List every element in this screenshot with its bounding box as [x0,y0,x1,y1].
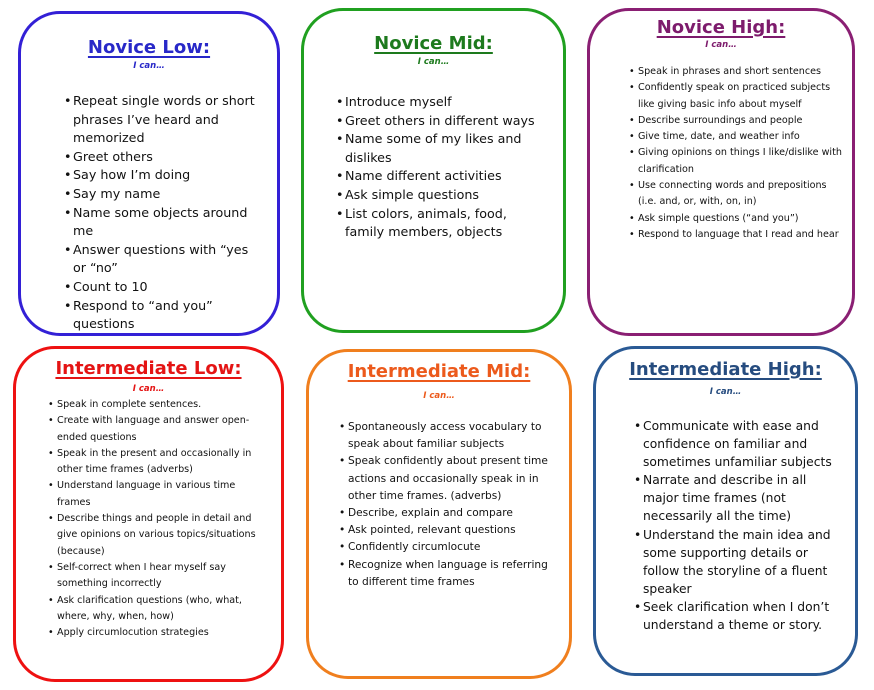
list-item: • Respond to language that I read and hear [629,227,843,243]
card-title: Intermediate High: [629,359,822,380]
list-item: • Use connecting words and prepositions (i.e. and, or, with, on, in) [629,178,843,211]
card-subtitle: I can… [417,57,450,67]
list-item: • Speak in complete sentences. [48,397,264,413]
card-subtitle: I can… [705,40,737,50]
card-intermediate-high [593,346,858,676]
list-item: • Narrate and describe in all major time frames (not necessarily all the time) [634,471,839,525]
can-do-list [64,92,264,334]
card-intermediate-mid [306,349,572,679]
card-intermediate-low [13,346,284,682]
card-title: Novice High: [656,17,786,38]
list-item: • Apply circumlocution strategies [48,625,264,641]
list-item: • Speak in the present and occasionally in other time frames (adverbs) [48,446,264,479]
list-item: • Speak in phrases and short sentences [629,64,843,80]
list-item: • Spontaneously access vocabulary to speak about familiar subjects [339,419,551,453]
list-item: • Say how I’m doing [64,166,264,185]
list-item: • Say my name [64,185,264,204]
card-title: Intermediate Low: [55,358,242,379]
card-subtitle: I can… [132,384,165,394]
list-item: • Answer questions with “yes or “no” [64,241,264,278]
card-novice-mid [301,8,566,333]
list-item: • Understand language in various time frames [48,478,264,511]
list-item: • Recognize when language is referring to different time frames [339,557,551,591]
list-item: • Name different activities [336,167,546,186]
can-do-list [48,397,264,641]
card-title: Intermediate Mid: [347,361,531,382]
list-item: • Ask simple questions (“and you”) [629,211,843,227]
card-title: Novice Low: [87,37,211,58]
list-item: • Communicate with ease and confidence on familiar and sometimes unfamiliar subjects [634,417,839,471]
list-item: • Understand the main idea and some supporting details or follow the storyline of a fluent speaker [634,526,839,598]
list-item: • Name some objects around me [64,204,264,241]
list-item: • Repeat single words or short phrases I’ve heard and memorized [64,92,264,148]
list-item: • Describe things and people in detail and give opinions on various topics/situations (because) [48,511,264,560]
list-item: • Confidently speak on practiced subjects like giving basic info about myself [629,80,843,113]
list-item: • Seek clarification when I don’t understand a theme or story. [634,598,839,634]
list-item: • Speak confidently about present time actions and occasionally speak in in other time frames. (adverbs) [339,453,551,505]
card-subtitle: I can… [133,61,165,71]
card-subtitle: I can… [423,391,455,401]
list-item: • Count to 10 [64,278,264,297]
list-item: • List colors, animals, food, family members, objects [336,205,546,242]
list-item: • Name some of my likes and dislikes [336,130,546,167]
list-item: • Respond to “and you” questions [64,297,264,334]
list-item: • Greet others in different ways [336,112,546,131]
can-do-list [336,93,546,242]
list-item: • Ask pointed, relevant questions [339,522,551,539]
list-item: • Give time, date, and weather info [629,129,843,145]
card-novice-high [587,8,855,336]
card-novice-low [18,11,280,336]
list-item: • Create with language and answer open-ended questions [48,413,264,446]
can-do-list [339,419,551,591]
list-item: • Describe surroundings and people [629,113,843,129]
list-item: • Giving opinions on things I like/dislike with clarification [629,145,843,178]
list-item: • Introduce myself [336,93,546,112]
card-title: Novice Mid: [374,33,493,54]
can-do-list [629,64,843,243]
list-item: • Ask simple questions [336,186,546,205]
card-subtitle: I can… [709,387,742,397]
list-item: • Confidently circumlocute [339,539,551,556]
list-item: • Ask clarification questions (who, what, where, why, when, how) [48,593,264,626]
list-item: • Self-correct when I hear myself say something incorrectly [48,560,264,593]
list-item: • Describe, explain and compare [339,505,551,522]
can-do-list [634,417,839,634]
list-item: • Greet others [64,148,264,167]
